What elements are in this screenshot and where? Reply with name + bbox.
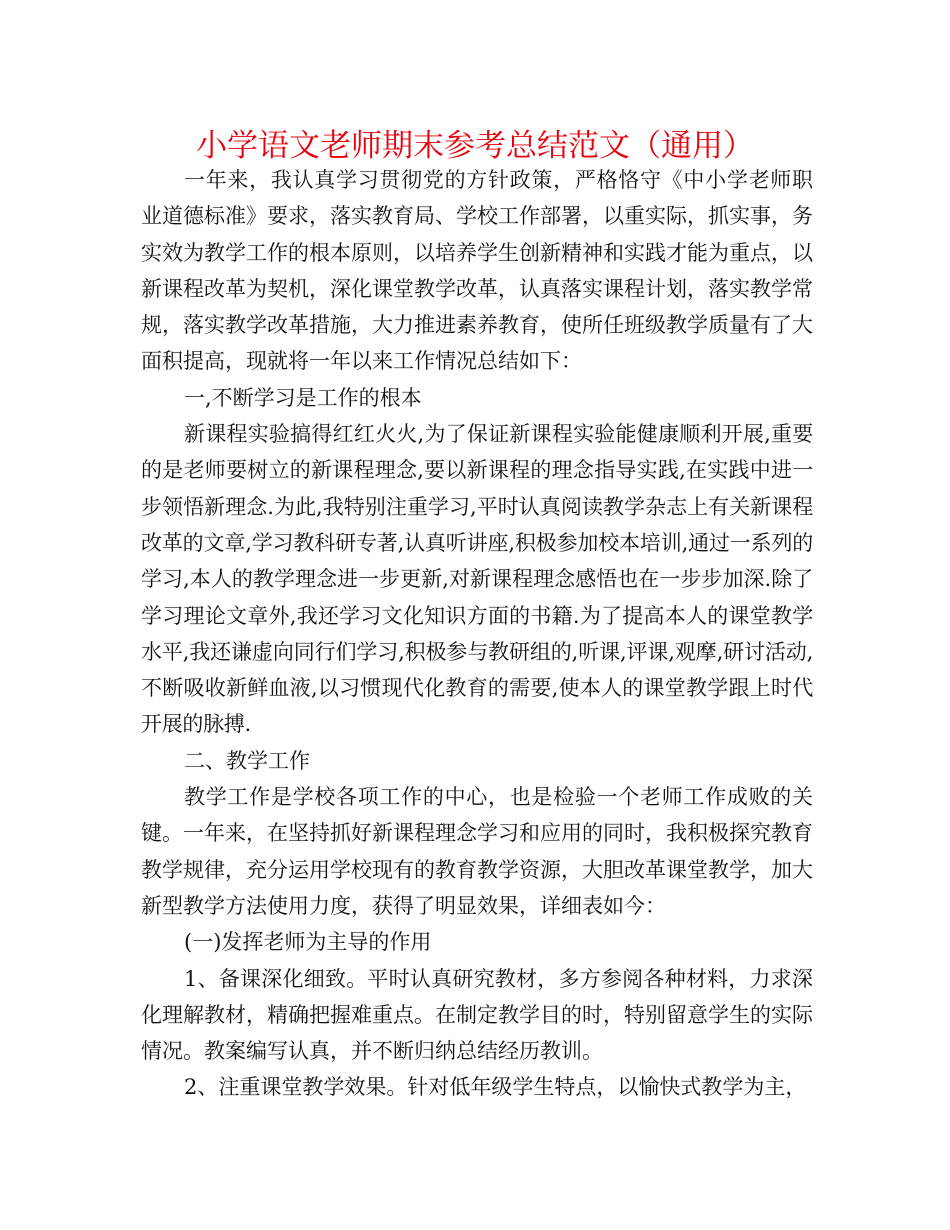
section-heading-teaching: 二、教学工作: [184, 748, 310, 773]
document-title: 小学语文老师期末参考总结范文（通用）: [196, 128, 754, 164]
intro-paragraph: 一年来，我认真学习贯彻党的方针政策，严格恪守《中小学老师职业道德标准》要求，落实教育局、学校工作部署，以重实际，抓实事，务实效为教学工作的根本原则，以培养学生创新精神和实践才能为重点，以新课程改革为契机，深化课堂教学改革，认真落实课程计划，落实教学常规，落实教学改革措施，大力推进素养教育，使所任班级教学质量有了大面积提高，现就将一年以来工作情况总结如下：: [141, 168, 813, 374]
subsection-heading-teacher-role: (一)发挥老师为主导的作用: [184, 930, 432, 955]
teaching-paragraph: 教学工作是学校各项工作的中心，也是检验一个老师工作成败的关键。一年来，在坚持抓好新课程理念学习和应用的同时，我积极探究教育教学规律，充分运用学校现有的教育教学资源，大胆改革课堂教学，加大新型教学方法使用力度，获得了明显效果，详细表如今：: [141, 785, 813, 918]
lesson-prep-paragraph: 1、备课深化细致。平时认真研究教材，多方参阅各种材料，力求深化理解教材，精确把握难重点。在制定教学目的时，特别留意学生的实际情况。教案编写认真，并不断归纳总结经历教训。: [141, 966, 813, 1064]
section-heading-study: 一,不断学习是工作的根本: [184, 385, 422, 410]
classroom-effect-paragraph: 2、注重课堂教学效果。针对低年级学生特点，以愉快式教学为主，: [184, 1075, 807, 1100]
document-body: [141, 162, 813, 1106]
study-paragraph: 新课程实验搞得红红火火,为了保证新课程实验能健康顺利开展,重要的是老师要树立的新课程理念,要以新课程的理念指导实践,在实践中进一步领悟新理念.为此,我特别注重学习,平时认真阅读教学杂志上有关新课程改革的文章,学习教科研专著,认真听讲座,积极参加校本培训,通过一系列的学习,本人的教学理念进一步更新,对新课程理念感悟也在一步步加深.除了学习理论文章外,我还学习文化知识方面的书籍.为了提高本人的课堂教学水平,我还谦虚向同行们学习,积极参与教研组的,听课,评课,观摩,研讨活动,不断吸收新鲜血液,以习惯现代化教育的需要,使本人的课堂教学跟上时代开展的脉搏.: [141, 422, 813, 737]
